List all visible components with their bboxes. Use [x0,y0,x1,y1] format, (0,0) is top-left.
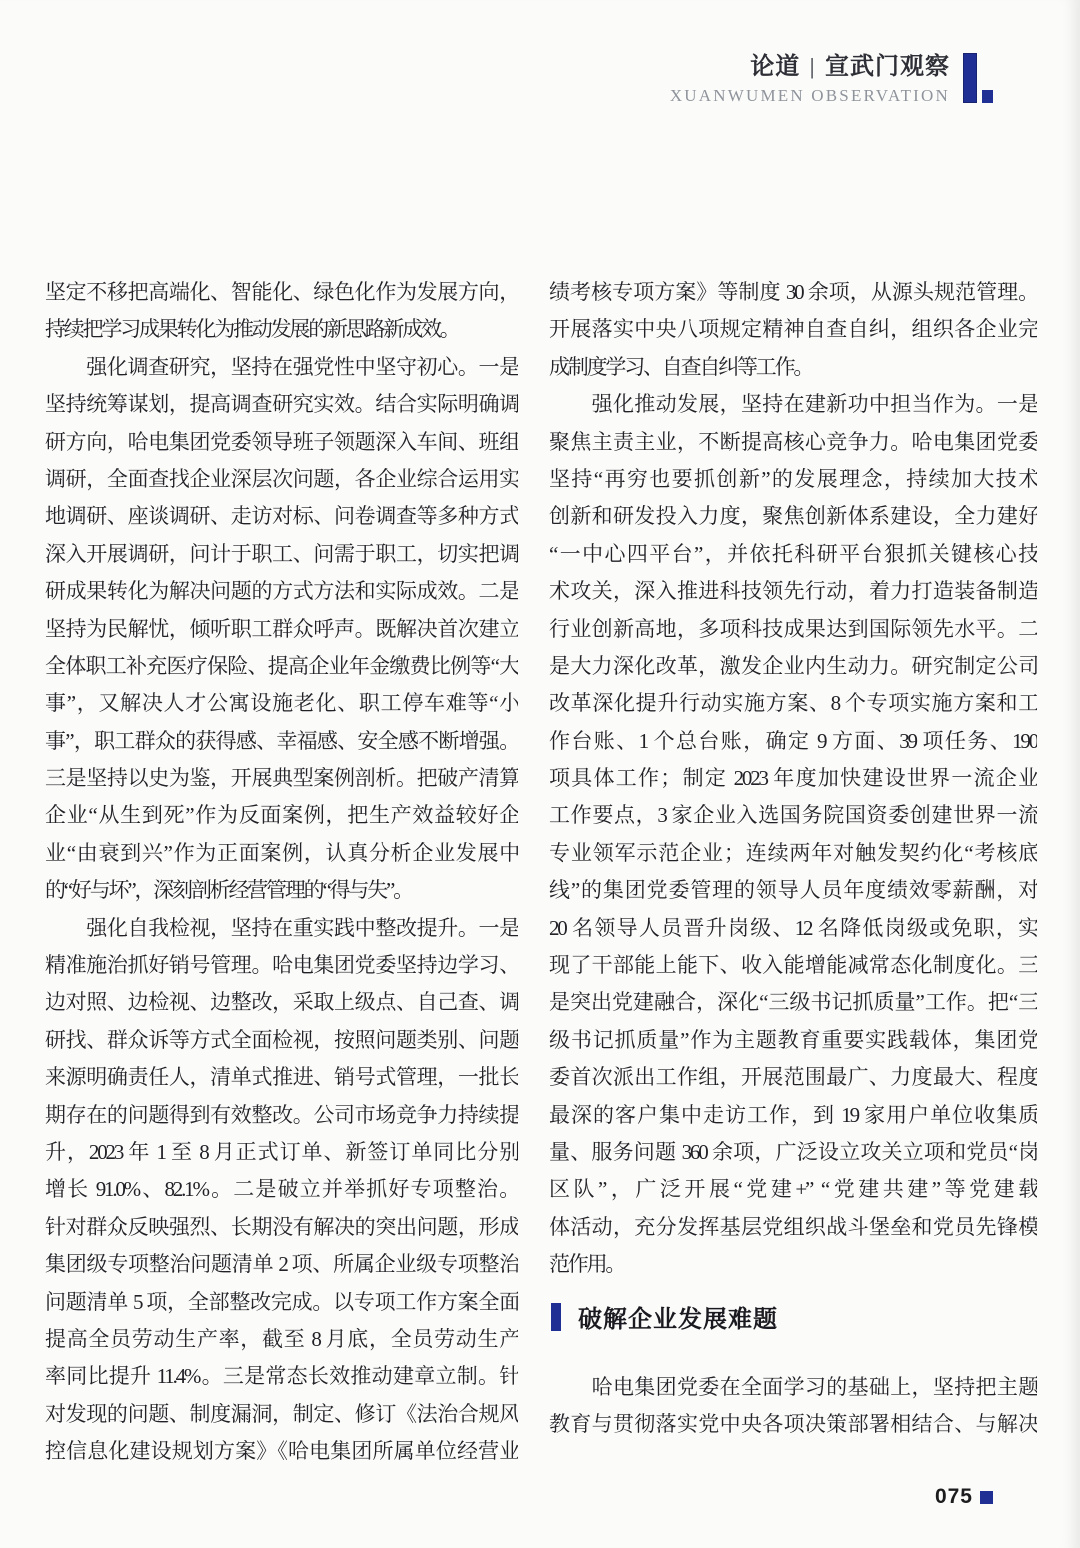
text-line: 成制度学习、自查自纠等工作。 [549,354,813,379]
text-line: 专业领军示范企业；连续两年对触发契约化“考核底 [549,840,1037,865]
text-line: 量、服务问题 360 余项，广泛设立攻关立项和党员“岗 [549,1139,1037,1164]
text-line: 委首次派出工作组，开展范围最广、力度最大、程度 [549,1065,1037,1090]
page-footer [935,1485,993,1509]
text-line: 事”，又解决人才公寓设施老化、职工停车难等“小 [45,691,518,716]
text-line: 对发现的问题、制度漏洞，制定、修订《法治合规风 [45,1401,518,1426]
text-line: 项具体工作；制定 2023 年度加快建设世界一流企业 [549,766,1037,791]
text-line: 绩考核专项方案》等制度 30 余项，从源头规范管理。 [549,280,1037,304]
text-line: 研找、群众诉等方式全面检视，按照问题类别、问题 [45,1027,518,1052]
text-line: 现了干部能上能下、收入能增能减常态化制度化。三 [549,953,1037,978]
text-line: 聚焦主责主业，不断提高核心竞争力。哈电集团党委 [549,429,1037,454]
text-line: 行业创新高地，多项科技成果达到国际领先水平。二 [549,616,1037,641]
text-line: 开展落实中央八项规定精神自查自纠，组织各企业完 [549,317,1037,342]
magazine-logo-mark [963,53,993,103]
text-line: 精准施治抓好销号管理。哈电集团党委坚持边学习、 [45,953,518,978]
text-line: 创新和研发投入力度，聚焦创新体系建设，全力建好 [549,504,1037,529]
text-line: 范作用。 [549,1252,625,1277]
header-section-label: 论道 [750,53,801,80]
logo-bar-icon [963,53,977,103]
text-line: 体活动，充分发挥基层党组织战斗堡垒和党员先锋模 [549,1214,1037,1239]
text-line: 线”的集团党委管理的领导人员年度绩效零薪酬，对 [549,878,1037,903]
text-line: 区队”，广泛开展“党建+” “党建共建”等党建载 [549,1177,1037,1202]
text-line: 哈电集团党委在全面学习的基础上，坚持把主题 [549,1375,1037,1399]
page-number-square-icon [980,1491,993,1504]
text-line: 来源明确责任人，清单式推进、销号式管理，一批长 [45,1065,518,1090]
header-separator: | [809,54,816,79]
text-line: 作台账、1 个总台账，确定 9 方面、39 项任务、190 [549,728,1037,753]
text-line: 三是坚持以史为鉴，开展典型案例剖析。把破产清算 [45,766,518,791]
text-line: 研成果转化为解决问题的方式方法和实际成效。二是 [45,579,518,604]
section-heading [551,1299,778,1334]
text-line: 针对群众反映强烈、长期没有解决的突出问题，形成 [45,1214,518,1239]
text-line: 率同比提升 11.4%。三是常态长效推动建章立制。针 [45,1364,518,1389]
text-line: 坚定不移把高端化、智能化、绿色化作为发展方向， [45,280,518,304]
text-line: 坚持统筹谋划，提高调查研究实效。结合实际明确调 [45,392,518,417]
text-line: 问题清单 5 项，全部整改完成。以专项工作方案全面 [45,1289,518,1314]
text-line: 调研，全面查找企业深层次问题，各企业综合运用实 [45,466,518,491]
text-line: 提高全员劳动生产率，截至 8 月底，全员劳动生产 [45,1326,518,1351]
text-line: 最深的客户集中走访工作，到 19 家用户单位收集质 [549,1102,1037,1127]
text-line: 事”，职工群众的获得感、幸福感、安全感不断增强。 [45,728,518,753]
text-line: 控信息化建设规划方案》《哈电集团所属单位经营业 [45,1439,518,1464]
text-line: 级书记抓质量”作为主题教育重要实践载体，集团党 [549,1027,1037,1052]
page-number: 075 [934,1485,973,1508]
text-line: 集团级专项整治问题清单 2 项、所属企业级专项整治 [45,1252,518,1277]
header-text [670,53,950,106]
text-line: 坚持“再穷也要抓创新”的发展理念，持续加大技术 [549,466,1037,491]
logo-dot-icon [982,90,993,103]
section-heading-title: 破解企业发展难题 [578,1306,778,1333]
section-heading-bar-icon [551,1303,561,1331]
article-column-left [45,274,518,1471]
text-line: 工作要点，3 家企业入选国务院国资委创建世界一流 [549,803,1037,828]
text-line: 坚持为民解忧，倾听职工群众呼声。既解决首次建立 [45,616,518,641]
text-line: 是大力深化改革，激发企业内生动力。研究制定公司 [549,653,1037,678]
text-line: 改革深化提升行动实施方案、8 个专项实施方案和工 [549,691,1037,716]
text-line: 企业“从生到死”作为反面案例，把生产效益较好企 [45,803,518,828]
header-magazine-name: 宣武门观察 [825,53,950,80]
text-line: 研方向，哈电集团党委领导班子领题深入车间、班组 [45,429,518,454]
text-line: 强化推动发展，坚持在建新功中担当作为。一是 [549,392,1037,417]
text-line: 边对照、边检视、边整改，采取上级点、自己查、调 [45,990,518,1015]
article-column-right [549,274,1037,1284]
header-magazine-name-en: XUANWUMEN OBSERVATION [669,86,950,105]
text-line: 的“好与坏”，深刻剖析经营管理的“得与失”。 [45,878,412,903]
text-line: 升，2023 年 1 至 8 月正式订单、新签订单同比分别 [45,1139,518,1164]
text-line: 期存在的问题得到有效整改。公司市场竞争力持续提 [45,1102,518,1127]
text-line: 地调研、座谈调研、走访对标、问卷调查等多种方式 [45,504,518,529]
text-line: 强化自我检视，坚持在重实践中整改提升。一是 [45,915,518,940]
text-line: 全体职工补充医疗保险、提高企业年金缴费比例等“大 [45,653,518,678]
text-line: 术攻关，深入推进科技领先行动，着力打造装备制造 [549,579,1037,604]
text-line: 持续把学习成果转化为推动发展的新思路新成效。 [45,317,459,342]
text-line: 深入开展调研，问计于职工、问需于职工，切实把调 [45,541,518,566]
text-line: 20 名领导人员晋升岗级、12 名降低岗级或免职，实 [549,915,1037,940]
page-header [670,53,993,106]
text-line: “一中心四平台”，并依托科研平台狠抓关键核心技 [549,541,1037,566]
header-title-cn [670,53,950,81]
text-line: 增长 91.0%、82.1%。二是破立并举抓好专项整治。 [45,1177,518,1202]
text-line: 教育与贯彻落实党中央各项决策部署相结合、与解决 [549,1412,1037,1437]
text-line: 业“由衰到兴”作为正面案例，认真分析企业发展中 [45,840,518,865]
text-line: 强化调查研究，坚持在强党性中坚守初心。一是 [45,354,518,379]
article-column-right-continued [549,1369,1037,1444]
text-line: 是突出党建融合，深化“三级书记抓质量”工作。把“三 [549,990,1037,1015]
